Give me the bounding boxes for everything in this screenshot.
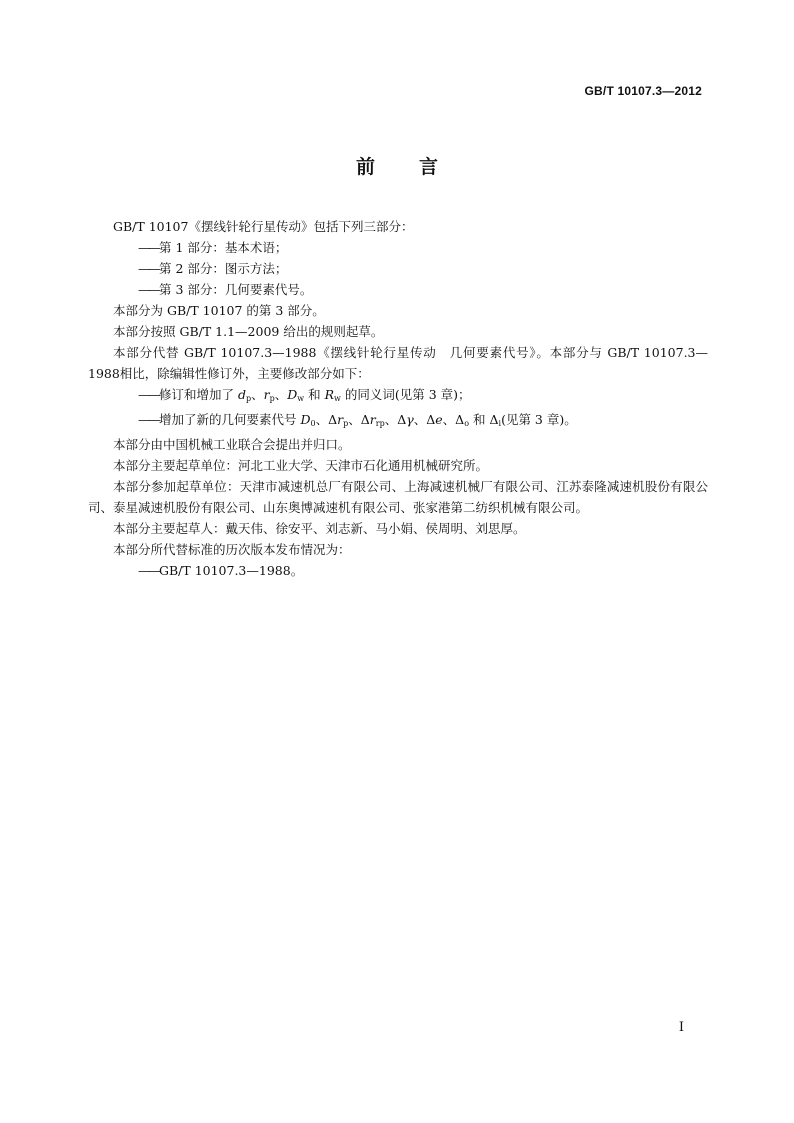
paragraph-part-statement: 本部分为 GB/T 10107 的第 3 部分。 [113, 303, 325, 318]
list-item-change-1 [88, 384, 708, 409]
paragraph-drafting-rules: 本部分按照 GB/T 1.1—2009 给出的规则起草。 [113, 324, 384, 339]
symbol-r: r [263, 387, 270, 402]
symbol-subscript: p [269, 394, 275, 403]
symbol-subscript: p [343, 419, 349, 428]
symbol-subscript: i [498, 419, 502, 428]
list-item-text: GB/T 10107.3—1988。 [159, 563, 304, 578]
symbol-D: D [287, 387, 298, 402]
separator: 、Δ [315, 412, 338, 427]
paragraph-history-intro: 本部分所代替标准的历次版本发布情况为： [113, 542, 351, 557]
symbol-subscript: w [297, 394, 305, 403]
paragraph-replacement: 本部分代替 GB/T 10107.3—1988《摆线针轮行星传动 几何要素代号》。本部分与 GB/T 10107.3—1988相比，除编辑性修订外，主要修改部分如下： [88, 345, 708, 381]
change-text-prefix: 增加了新的几何要素代号 [159, 412, 301, 427]
symbol-R: R [324, 387, 335, 402]
change-text-suffix: (见第 3 章)。 [501, 412, 577, 427]
list-item-part-3 [88, 279, 708, 300]
list-dash: —— [138, 261, 159, 276]
symbol-subscript: rp [375, 419, 385, 428]
page-number: I [678, 1020, 684, 1035]
list-item-history [88, 560, 708, 581]
symbol-subscript: o [464, 419, 470, 428]
paragraph-participating-units: 本部分参加起草单位：天津市减速机总厂有限公司、上海减速机械厂有限公司、江苏泰隆减速机股份有限公司、泰星减速机股份有限公司、山东奥博减速机有限公司、张家港第二纺织机械有限公司。 [88, 479, 708, 515]
list-dash: —— [138, 240, 159, 255]
symbol-D: D [300, 412, 311, 427]
conjunction: 和 [304, 387, 325, 402]
paragraph-proposer: 本部分由中国机械工业联合会提出并归口。 [113, 437, 351, 452]
separator: 、Δ [442, 412, 465, 427]
symbol-d: d [237, 387, 246, 402]
symbol-gamma: γ [406, 412, 414, 427]
list-dash: —— [138, 563, 159, 578]
list-dash: —— [138, 412, 159, 427]
separator: 、 [251, 387, 264, 402]
list-item-part-2 [88, 258, 708, 279]
symbol-e: e [435, 412, 443, 427]
symbol-r: r [337, 412, 344, 427]
separator: 、Δ [348, 412, 370, 427]
change-text-prefix: 修订和增加了 [159, 387, 238, 402]
paragraph-main-drafting-units: 本部分主要起草单位：河北工业大学、天津市石化通用机械研究所。 [113, 458, 489, 473]
separator: 、 [274, 387, 288, 402]
page-title: 前言 [355, 156, 482, 178]
standard-number-header: GB/T 10107.3—2012 [584, 84, 702, 98]
conjunction: 和 Δ [469, 412, 499, 427]
paragraph-intro: GB/T 10107《摆线针轮行星传动》包括下列三部分： [113, 219, 414, 234]
paragraph-drafters: 本部分主要起草人：戴天伟、徐安平、刘志新、马小娟、侯周明、刘思厚。 [113, 521, 526, 536]
list-item-text: 第 2 部分：图示方法； [159, 261, 288, 276]
foreword-body [88, 216, 708, 581]
list-item-text: 第 1 部分：基本术语； [159, 240, 288, 255]
list-dash: —— [138, 387, 159, 402]
symbol-subscript: p [246, 394, 252, 403]
symbol-r: r [369, 412, 376, 427]
list-item-part-1 [88, 237, 708, 258]
list-item-text: 第 3 部分：几何要素代号。 [159, 282, 313, 297]
separator: 、Δ [384, 412, 407, 427]
symbol-subscript: 0 [310, 419, 316, 428]
list-dash: —— [138, 282, 159, 297]
symbol-subscript: w [334, 394, 341, 403]
separator: 、Δ [413, 412, 436, 427]
list-item-change-2 [88, 409, 708, 434]
change-text-suffix: 的同义词(见第 3 章)； [340, 387, 471, 402]
